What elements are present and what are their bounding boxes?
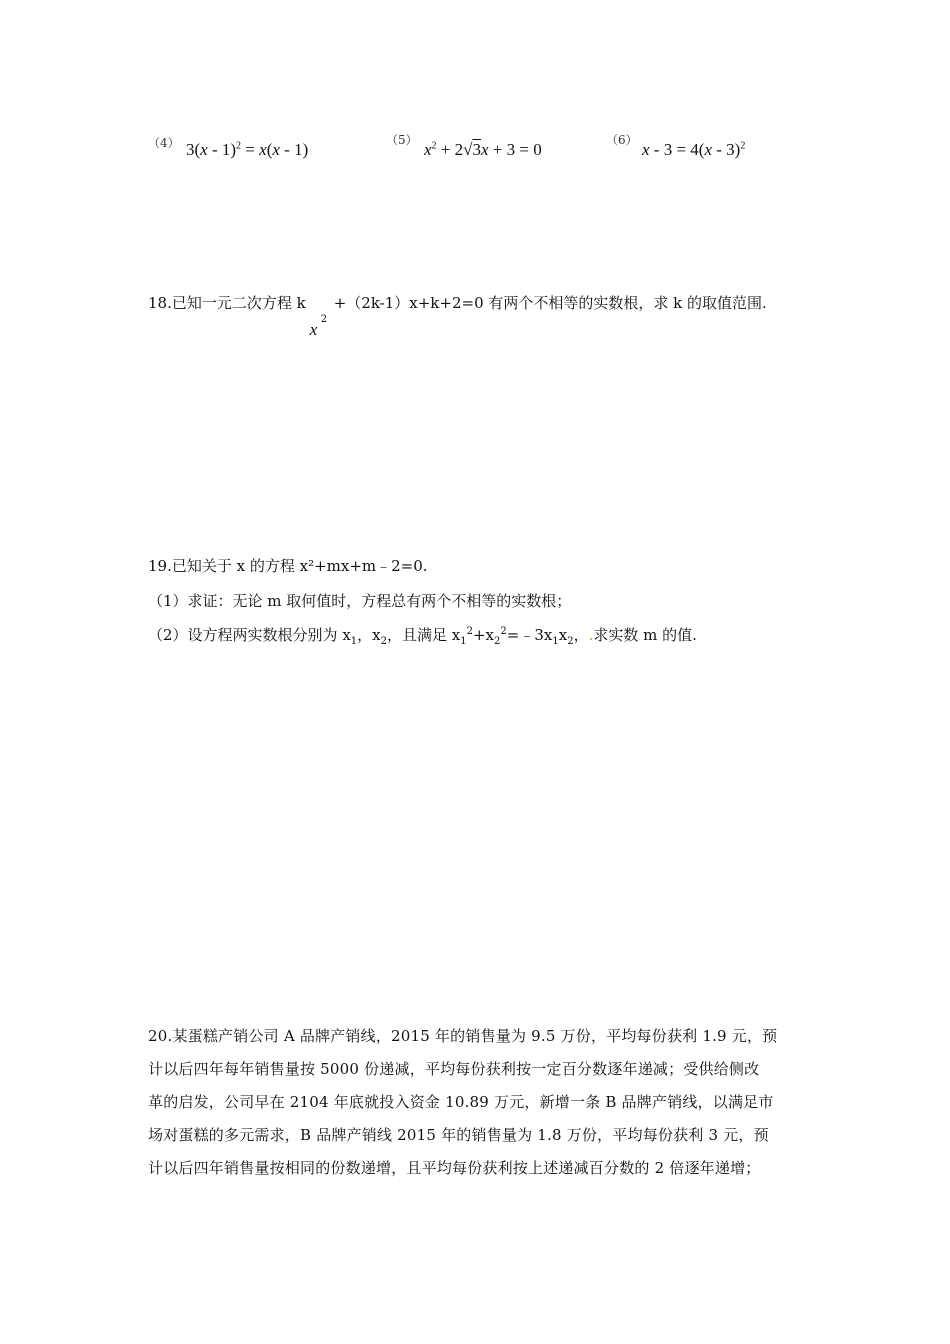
equation-4: 3(x - 1)$^2$ = x(x - 1) [186, 140, 309, 159]
q20-line: 计以后四年销售量按相同的份数递增，且平均每份获利按上述递减百分数的 2 倍逐年递增； [148, 1159, 761, 1177]
q20-line: 场对蛋糕的多元需求，B 品牌产销线 2015 年的销售量为 1.8 万份，平均每份获利 3 元，预 [148, 1126, 769, 1144]
item-number-4: （4） [148, 136, 180, 150]
item-number-5: （5） [386, 133, 418, 147]
q20-line: 计以后四年每年销售量按 5000 份递减，平均每份获利按一定百分数逐年递减；受供给侧改 [148, 1060, 760, 1078]
q18-prefix: 18.已知一元二次方程 k [148, 294, 306, 312]
item-number-6: （6） [606, 133, 638, 147]
question-18: 18.已知一元二次方程 k x 2 +（2k-1）x+k+2=0 有两个不相等的实数根，求 k 的取值范围. [148, 294, 767, 339]
question-20 [148, 1020, 828, 1185]
q20-line: 革的启发，公司早在 2104 年底就投入资金 10.89 万元，新增一条 B 品牌产销线，以满足市 [148, 1093, 774, 1111]
question-19-part-1: （1）求证：无论 m 取何值时，方程总有两个不相等的实数根； [148, 592, 572, 610]
q18-suffix: +（2k-1）x+k+2=0 有两个不相等的实数根，求 k 的取值范围. [333, 294, 767, 312]
question-19-title: 19.已知关于 x 的方程 x²+mx+m﹣2=0. [148, 557, 428, 575]
equation-5: $x^2 + 2√3x + 3 = 0$ [424, 140, 542, 159]
question-19-part-2: （2）设方程两实数根分别为 $x_1$，$x_2$，且满足 $x_1^2+x_2^2=﹣3x_1x_2$，.求实数 m 的值. [148, 626, 697, 647]
q20-line: 20.某蛋糕产销公司 A 品牌产销线，2015 年的销售量为 9.5 万份，平均每份获利 1.9 元，预 [148, 1027, 778, 1045]
equation-6: x - 3 = 4(x - 3)$^2$ [642, 140, 746, 159]
stray-dot: . [588, 626, 594, 644]
